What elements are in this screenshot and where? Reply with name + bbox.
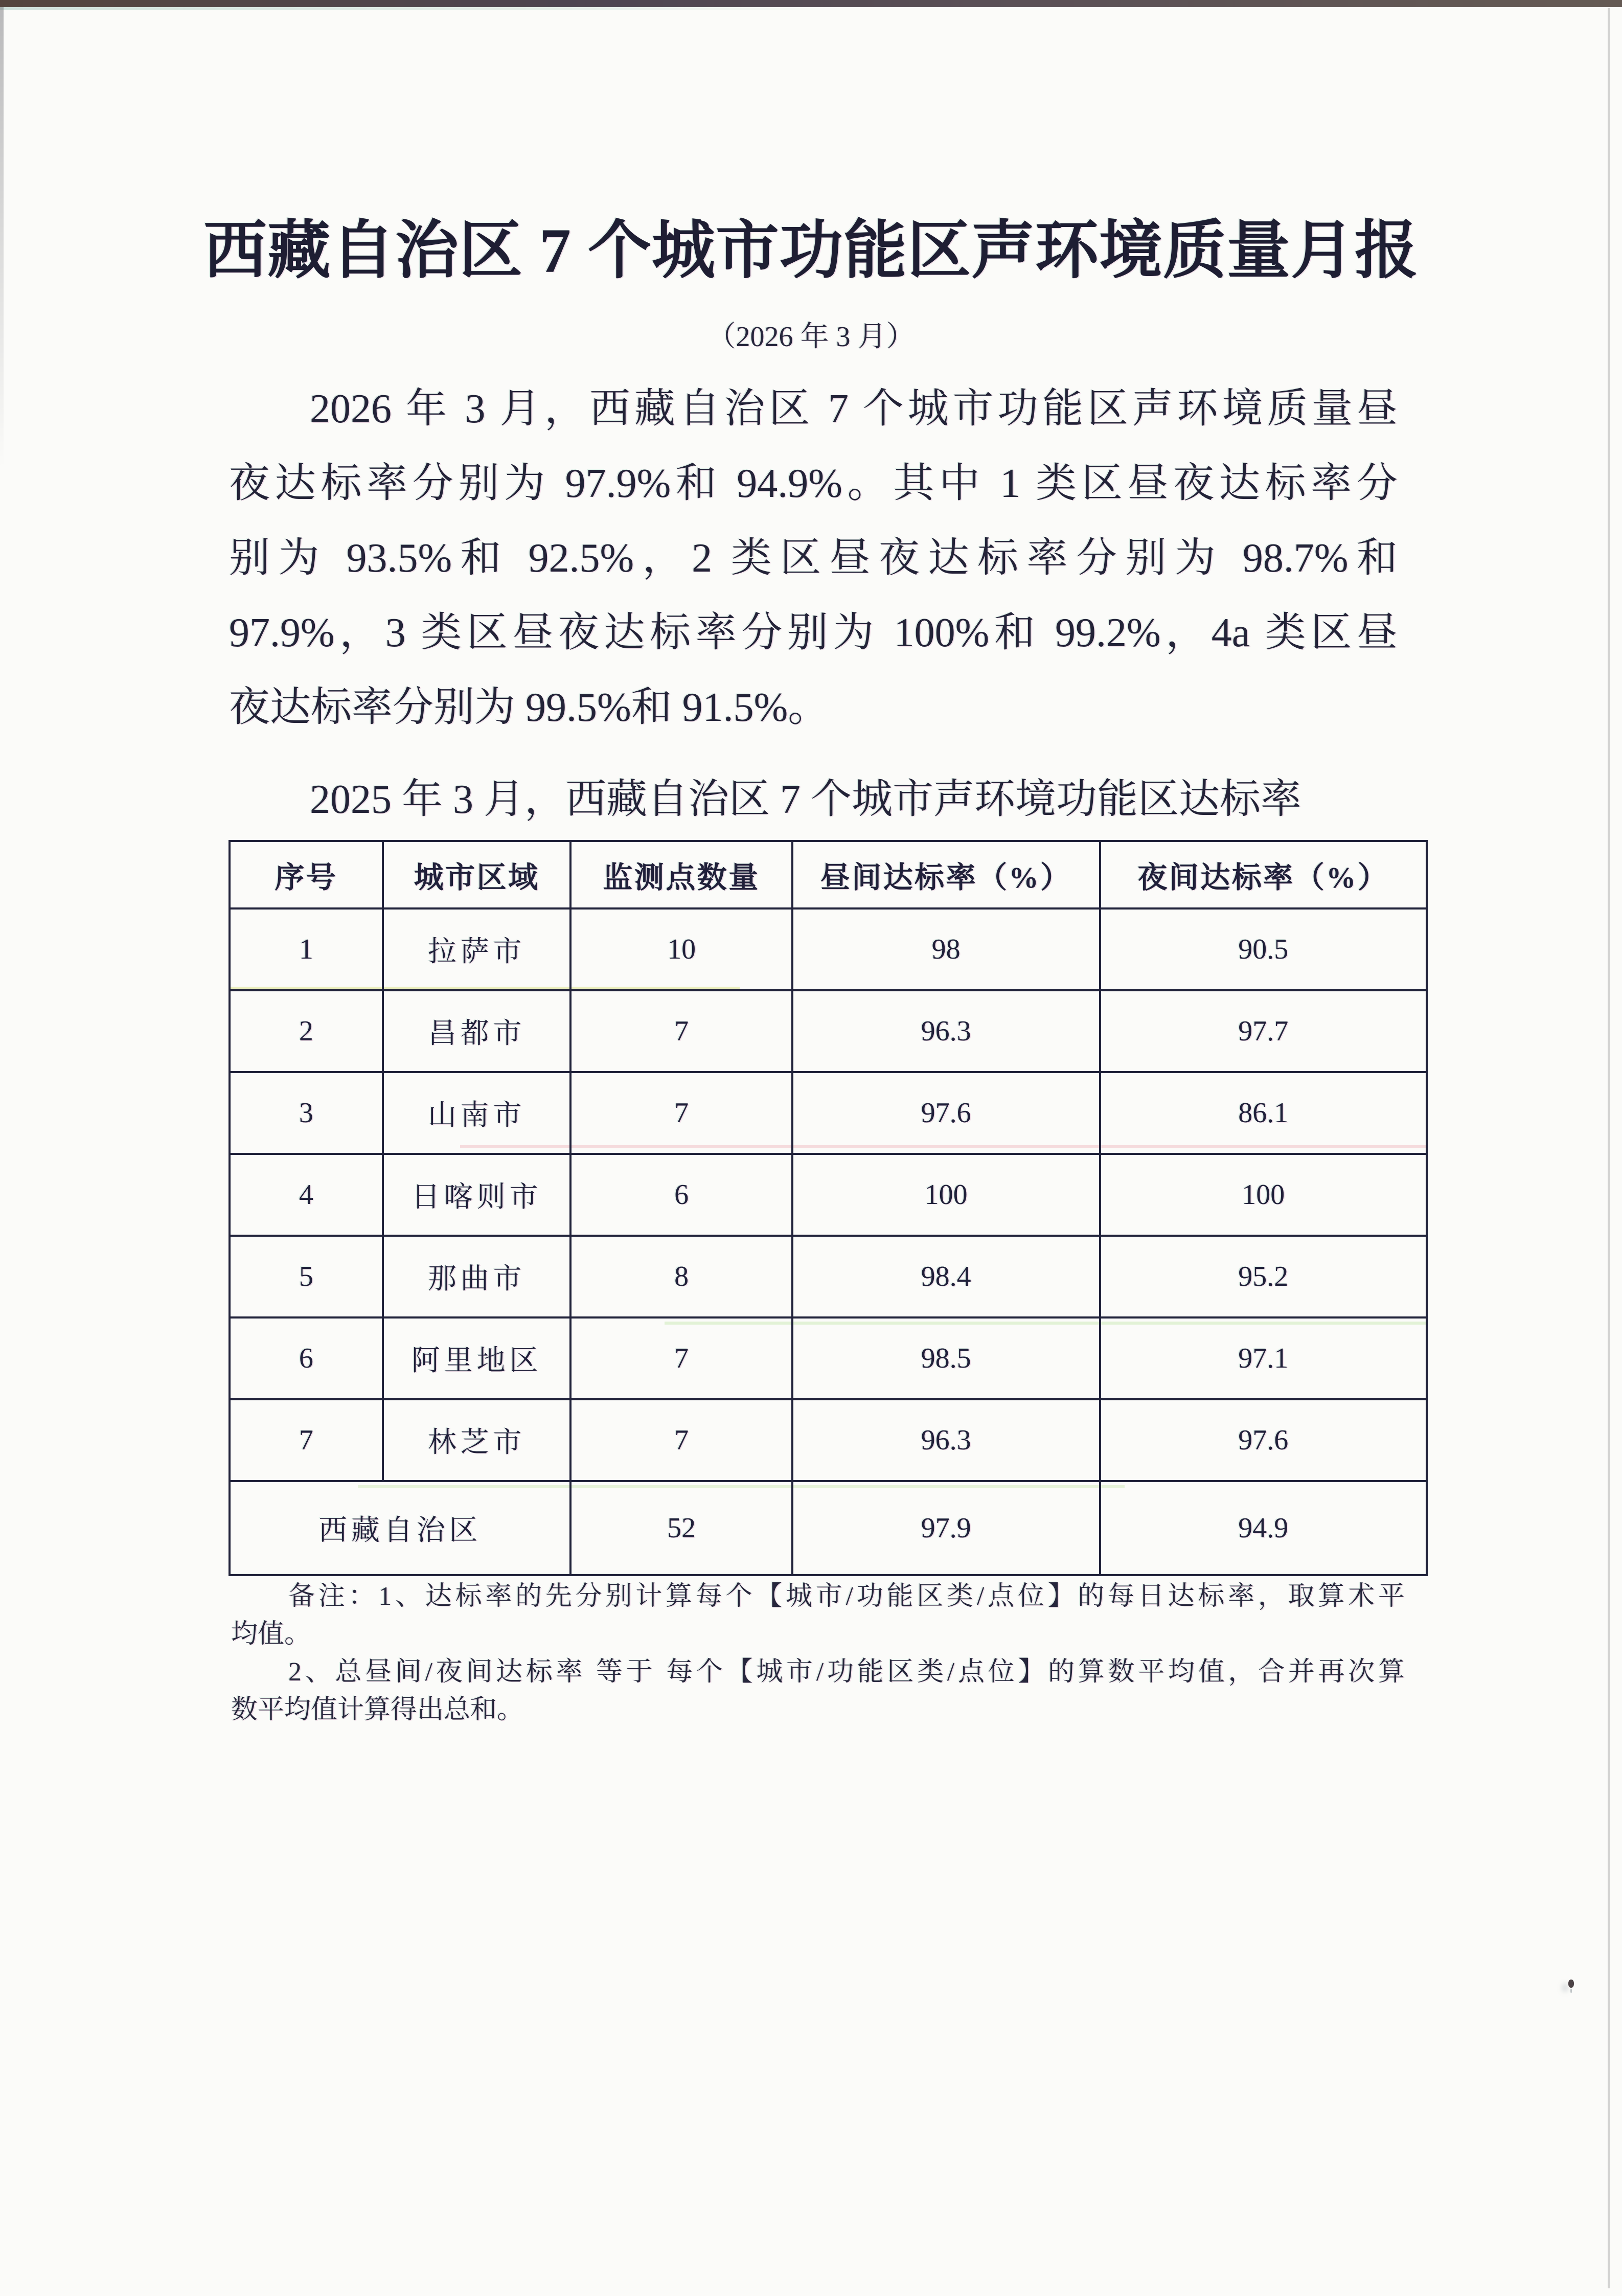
cell-day: 96.3 [792,990,1100,1072]
cell-index: 3 [230,1072,383,1154]
col-header-index: 序号 [230,841,383,908]
scan-speck-artifact [1568,1980,1574,1988]
paragraph2-line1: 2025 年 3 月，西藏自治区 7 个城市声环境功能区达标率 [310,777,1301,822]
table-row [230,1399,1427,1481]
scan-top-edge-band [0,0,1622,7]
cell-city: 那曲市 [383,1236,571,1317]
cell-night: 100 [1100,1154,1427,1236]
cell-night: 97.7 [1100,990,1427,1072]
cell-city: 阿里地区 [383,1317,571,1399]
cell-day: 96.3 [792,1399,1100,1481]
col-header-night: 夜间达标率（%） [1100,841,1427,908]
cell-night: 90.5 [1100,908,1427,990]
table-total-row [230,1481,1427,1575]
cell-day: 98.4 [792,1236,1100,1317]
col-header-city: 城市区域 [383,841,571,908]
table-row [230,1154,1427,1236]
cell-city: 昌都市 [383,990,571,1072]
cell-day: 97.6 [792,1072,1100,1154]
cell-total-night: 94.9 [1100,1481,1427,1575]
table-row [230,1317,1427,1399]
page-title: 西藏自治区 7 个城市功能区声环境质量月报 [203,216,1419,286]
footnote-line4: 数平均值计算得出总和。 [231,1695,524,1724]
cell-total-label: 西藏自治区 [230,1481,570,1575]
cell-night: 97.1 [1100,1317,1427,1399]
cell-index: 4 [230,1154,383,1236]
attainment-rate-table [229,840,1428,1576]
cell-points: 7 [570,1399,792,1481]
cell-day: 98 [792,908,1100,990]
table-row [230,908,1427,990]
cell-index: 5 [230,1236,383,1317]
cell-index: 7 [230,1399,383,1481]
cell-points: 10 [570,908,792,990]
col-header-points: 监测点数量 [570,841,792,908]
footnote-line2: 均值。 [231,1620,311,1649]
page-subtitle: （2026 年 3 月） [707,321,915,353]
cell-total-day: 97.9 [792,1481,1100,1575]
cell-day: 100 [792,1154,1100,1236]
cell-city: 拉萨市 [383,908,571,990]
paragraph1-line5: 夜达标率分别为 99.5%和 91.5%。 [229,685,829,730]
cell-points: 6 [570,1154,792,1236]
paragraph1-line2: 夜达标率分别为 97.9%和 94.9%。其中 1 类区昼夜达标率分 [229,461,1398,506]
table-row [230,990,1427,1072]
col-header-day: 昼间达标率（%） [792,841,1100,908]
paragraph1-line4: 97.9%，3 类区昼夜达标率分别为 100%和 99.2%，4a 类区昼 [229,610,1398,655]
cell-day: 98.5 [792,1317,1100,1399]
cell-city: 山南市 [383,1072,571,1154]
paragraph1-line3: 别为 93.5%和 92.5%，2 类区昼夜达标率分别为 98.7%和 [229,536,1398,581]
cell-points: 7 [570,1072,792,1154]
table-header-row [230,841,1427,908]
table-row [230,1236,1427,1317]
cell-index: 1 [230,908,383,990]
table-row [230,1072,1427,1154]
cell-points: 8 [570,1236,792,1317]
cell-city: 日喀则市 [383,1154,571,1236]
cell-total-points: 52 [570,1481,792,1575]
cell-city: 林芝市 [383,1399,571,1481]
cell-index: 2 [230,990,383,1072]
cell-points: 7 [570,990,792,1072]
cell-night: 95.2 [1100,1236,1427,1317]
paragraph1-line1: 2026 年 3 月，西藏自治区 7 个城市功能区声环境质量昼 [310,387,1398,431]
cell-night: 86.1 [1100,1072,1427,1154]
cell-points: 7 [570,1317,792,1399]
cell-night: 97.6 [1100,1399,1427,1481]
cell-index: 6 [230,1317,383,1399]
scan-top-edge-highlight [0,7,843,10]
footnote-line1: 备注：1、达标率的先分别计算每个【城市/功能区类/点位】的每日达标率，取算术平 [288,1582,1405,1611]
footnote-line3: 2、总昼间/夜间达标率 等于 每个【城市/功能区类/点位】的算数平均值，合并再次算 [288,1657,1405,1687]
